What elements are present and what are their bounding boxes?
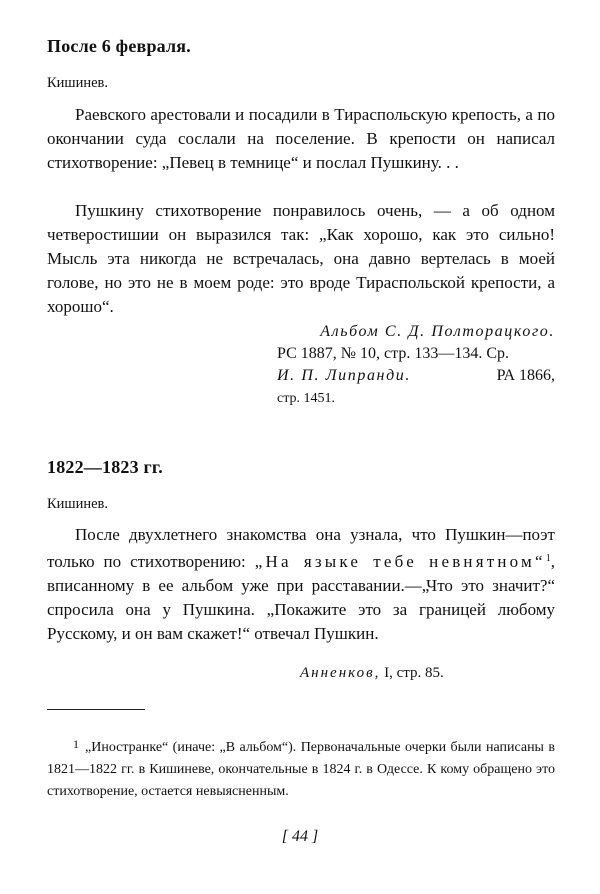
entry2-poem-title: „На языке тебе невнятном“ [254,552,546,571]
entry1-paragraph-1-text: Раевского арестовали и посадили в Тираспольскую крепость, а по окончании суда сослали на поселение. В крепости он написал стихотворение: „Певец в темнице“ и послал Пушкину. . . [47,105,555,172]
source-author-1: Альбом С. Д. Полторацкого. [320,323,555,340]
entry1-source [277,321,555,410]
footnote [47,733,555,803]
entry1-paragraph-2-text: Пушкину стихотворение понравилось очень, — а об одном четверостишии он выразился так: „Как хорошо, как это сильно! Мысль эта никогда не встречалась, она давно вертелась в моей голове, но это не в моем роде: это вроде Тираспольской крепости, а хорошо“. [47,201,555,316]
entry1-paragraph-1 [47,103,555,175]
footnote-divider [47,709,145,710]
entry2-paragraph-post: , вписанному в ее альбом уже при расставании.—„Что это значит?“ спросила она у Пушкина. „Покажите это за границей любому Русскому, и он вам скажет!“ отвечал Пушкин. [47,552,556,643]
footnote-number: 1 [73,737,79,751]
source-ref-4: I, стр. 85. [384,665,444,681]
source-author-3: Анненков, [300,665,381,681]
entry-place-2: Кишинев. [47,496,109,512]
entry2-paragraph-pre: После двухлетнего знакомства она узнала, что Пушкин—поэт только по стихотворению: [47,525,555,571]
source-author-2: И. П. Липранди. [277,367,411,384]
entry-title-2: 1822—1823 гг. [47,457,163,477]
footnote-text: „Иностранке“ (иначе: „В альбом“). Первоначальные очерки были написаны в 1821—1822 гг. в Кишиневе, окончательные в 1824 г. в Одессе. К кому обращено это стихотворение, остается невыясненным. [47,740,555,799]
page-number: [ 44 ] [281,828,319,845]
source-ref-1: РС 1887, № 10, стр. 133—134. Ср. [277,345,509,362]
entry-title-1: После 6 февраля. [47,36,191,56]
entry2-paragraph [47,523,555,646]
footnote-marker[interactable]: 1 [545,553,551,564]
source-ref-3: стр. 1451. [277,391,336,406]
entry-place-1: Кишинев. [47,75,109,91]
entry2-source [300,665,444,682]
entry1-paragraph-2 [47,199,555,319]
source-ref-2: РА 1866, [496,367,555,384]
